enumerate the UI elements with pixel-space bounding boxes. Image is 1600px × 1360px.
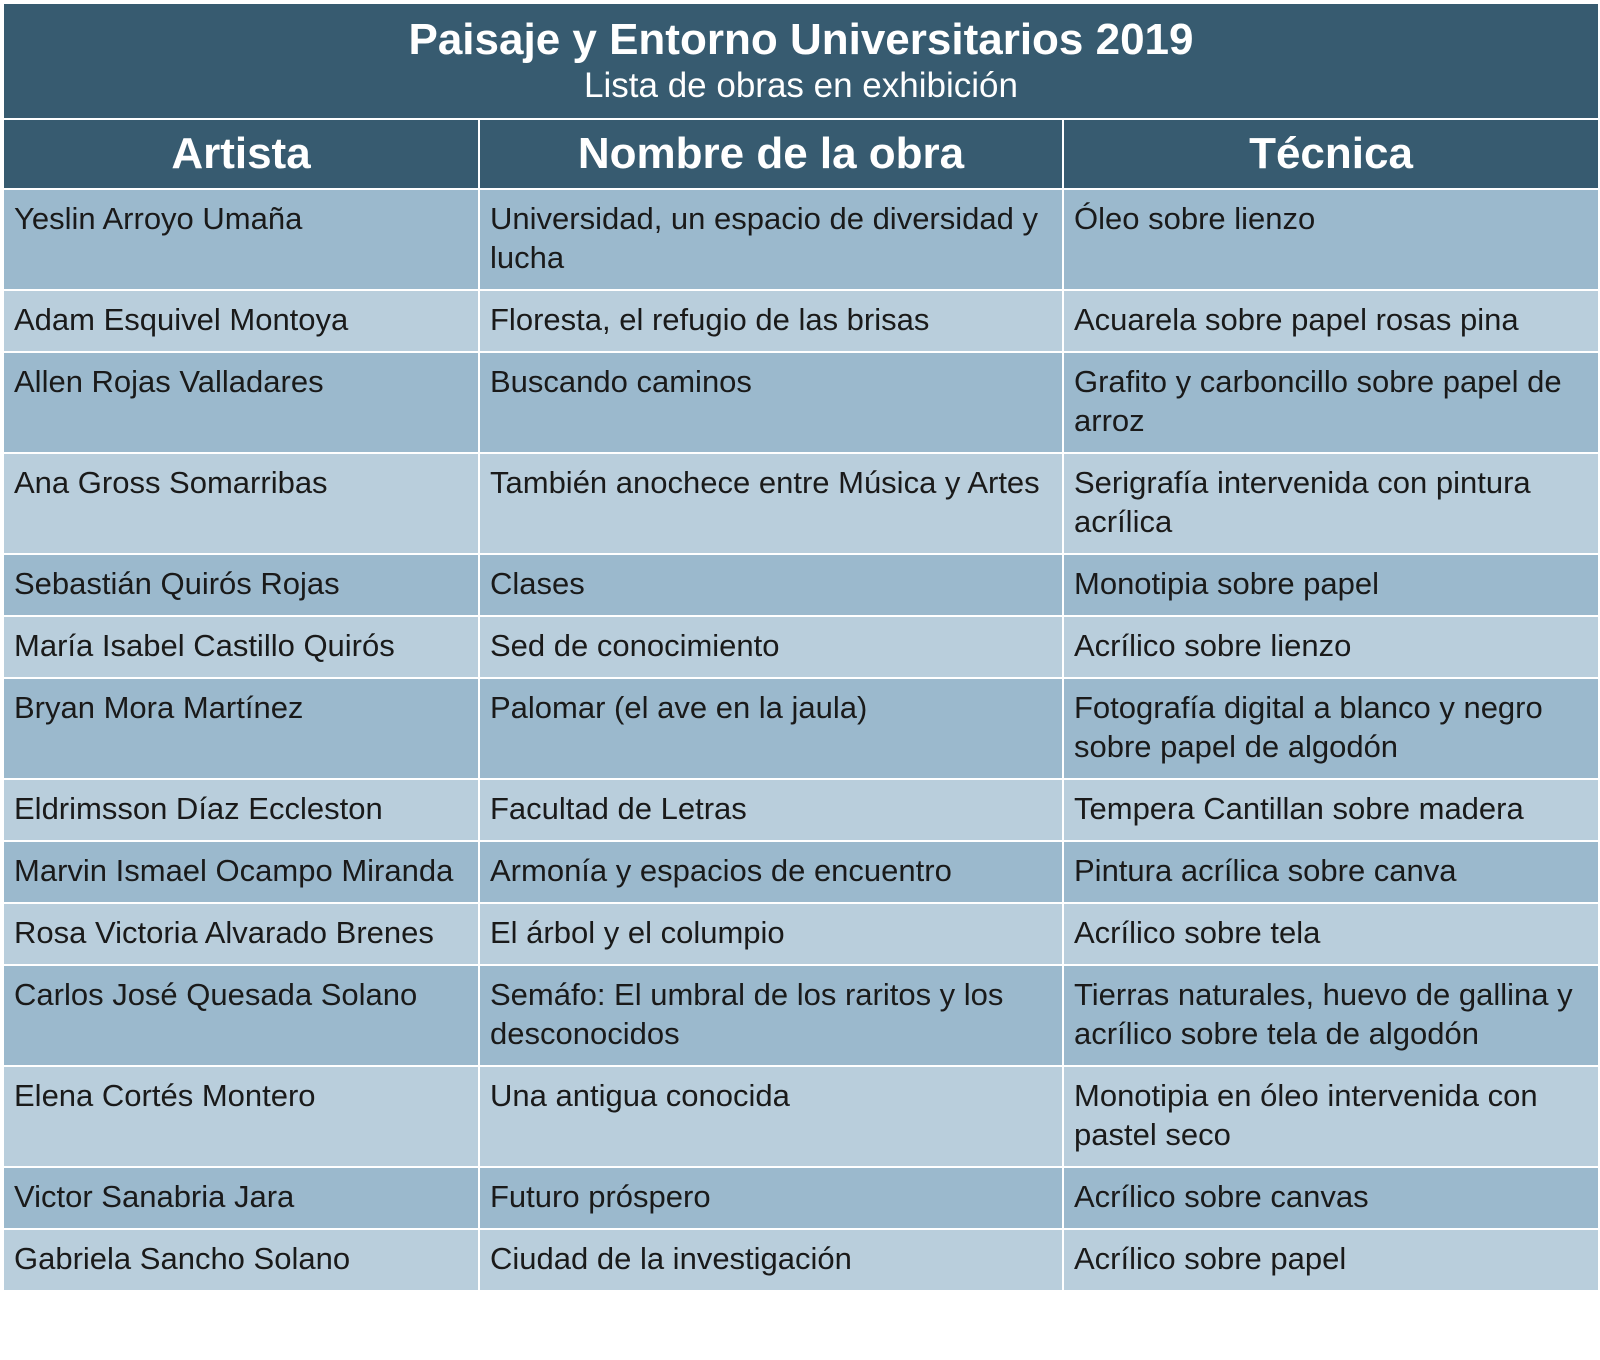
- title-cell: [3, 3, 1599, 119]
- artist-cell: Rosa Victoria Alvarado Brenes: [3, 903, 479, 965]
- exhibition-subtitle: Lista de obras en exhibición: [584, 66, 1018, 105]
- artwork-table: [2, 2, 1600, 1292]
- technique-cell: Óleo sobre lienzo: [1063, 189, 1599, 290]
- work-name-cell: Facultad de Letras: [479, 779, 1063, 841]
- artist-cell: Ana Gross Somarribas: [3, 453, 479, 554]
- table-row: [3, 352, 1599, 453]
- table-row: [3, 1229, 1599, 1291]
- artist-cell: Yeslin Arroyo Umaña: [3, 189, 479, 290]
- artist-cell: María Isabel Castillo Quirós: [3, 616, 479, 678]
- column-header-work-name: Nombre de la obra: [479, 119, 1063, 189]
- work-name-cell: Floresta, el refugio de las brisas: [479, 290, 1063, 352]
- column-header-technique: Técnica: [1063, 119, 1599, 189]
- work-name-cell: Sed de conocimiento: [479, 616, 1063, 678]
- artist-cell: Bryan Mora Martínez: [3, 678, 479, 779]
- table-row: [3, 1066, 1599, 1167]
- table-row: [3, 678, 1599, 779]
- technique-cell: Monotipia sobre papel: [1063, 554, 1599, 616]
- table-row: [3, 841, 1599, 903]
- technique-cell: Tierras naturales, huevo de gallina y acrílico sobre tela de algodón: [1063, 965, 1599, 1066]
- work-name-cell: Futuro próspero: [479, 1167, 1063, 1229]
- technique-cell: Acuarela sobre papel rosas pina: [1063, 290, 1599, 352]
- technique-cell: Acrílico sobre lienzo: [1063, 616, 1599, 678]
- work-name-cell: También anochece entre Música y Artes: [479, 453, 1063, 554]
- technique-cell: Monotipia en óleo intervenida con pastel seco: [1063, 1066, 1599, 1167]
- technique-cell: Acrílico sobre papel: [1063, 1229, 1599, 1291]
- artist-cell: Allen Rojas Valladares: [3, 352, 479, 453]
- table-row: [3, 616, 1599, 678]
- table-row: [3, 453, 1599, 554]
- artist-cell: Carlos José Quesada Solano: [3, 965, 479, 1066]
- work-name-cell: Palomar (el ave en la jaula): [479, 678, 1063, 779]
- work-name-cell: Buscando caminos: [479, 352, 1063, 453]
- work-name-cell: Una antigua conocida: [479, 1066, 1063, 1167]
- work-name-cell: Semáfo: El umbral de los raritos y los desconocidos: [479, 965, 1063, 1066]
- table-head: [3, 3, 1599, 189]
- artist-cell: Sebastián Quirós Rojas: [3, 554, 479, 616]
- work-name-cell: Ciudad de la investigación: [479, 1229, 1063, 1291]
- table-row: [3, 903, 1599, 965]
- artist-cell: Victor Sanabria Jara: [3, 1167, 479, 1229]
- table-row: [3, 290, 1599, 352]
- work-name-cell: Armonía y espacios de encuentro: [479, 841, 1063, 903]
- column-header-artist: Artista: [3, 119, 479, 189]
- title-row: [3, 3, 1599, 119]
- column-header-row: [3, 119, 1599, 189]
- artist-cell: Elena Cortés Montero: [3, 1066, 479, 1167]
- artist-cell: Adam Esquivel Montoya: [3, 290, 479, 352]
- work-name-cell: El árbol y el columpio: [479, 903, 1063, 965]
- table-row: [3, 554, 1599, 616]
- work-name-cell: Universidad, un espacio de diversidad y lucha: [479, 189, 1063, 290]
- artist-cell: Eldrimsson Díaz Eccleston: [3, 779, 479, 841]
- table-row: [3, 965, 1599, 1066]
- technique-cell: Tempera Cantillan sobre madera: [1063, 779, 1599, 841]
- technique-cell: Pintura acrílica sobre canva: [1063, 841, 1599, 903]
- artist-cell: Marvin Ismael Ocampo Miranda: [3, 841, 479, 903]
- artwork-list-sheet: [2, 2, 1598, 1292]
- work-name-cell: Clases: [479, 554, 1063, 616]
- artist-cell: Gabriela Sancho Solano: [3, 1229, 479, 1291]
- table-row: [3, 779, 1599, 841]
- technique-cell: Grafito y carboncillo sobre papel de arroz: [1063, 352, 1599, 453]
- table-body: [3, 189, 1599, 1291]
- table-row: [3, 189, 1599, 290]
- exhibition-title: Paisaje y Entorno Universitarios 2019: [408, 15, 1194, 64]
- technique-cell: Fotografía digital a blanco y negro sobre papel de algodón: [1063, 678, 1599, 779]
- technique-cell: Acrílico sobre canvas: [1063, 1167, 1599, 1229]
- table-row: [3, 1167, 1599, 1229]
- technique-cell: Serigrafía intervenida con pintura acrílica: [1063, 453, 1599, 554]
- technique-cell: Acrílico sobre tela: [1063, 903, 1599, 965]
